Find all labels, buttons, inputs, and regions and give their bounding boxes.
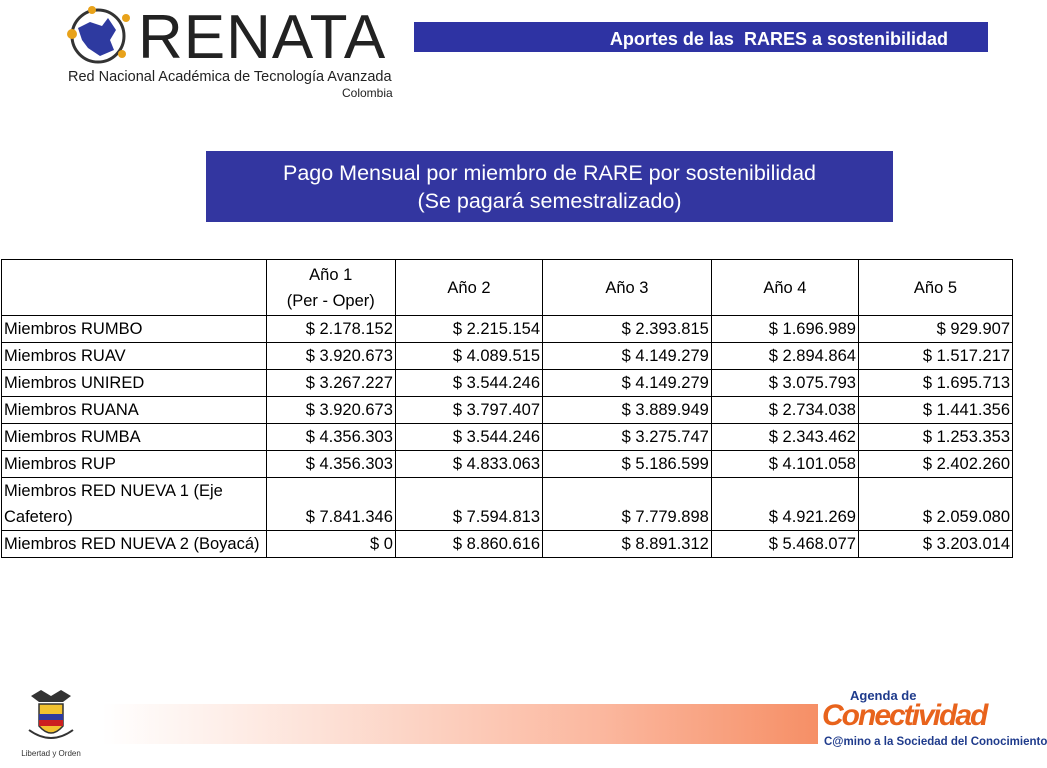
subtitle-line-1: Pago Mensual por miembro de RARE por sostenibilidad (283, 161, 816, 185)
value-cell-year-5: $ 1.253.353 (858, 424, 1012, 451)
logo-subtitle: Red Nacional Académica de Tecnología Avanzada (68, 69, 392, 85)
row-label: Miembros RUMBO (2, 316, 267, 343)
value-cell-year-1: $ 4.356.303 (266, 451, 395, 478)
value-cell-year-5: $ 3.203.014 (858, 531, 1012, 558)
logo-country: Colombia (342, 86, 393, 100)
value-cell-year-2: $ 3.797.407 (395, 397, 542, 424)
value-cell-year-4: $ 2.734.038 (711, 397, 858, 424)
header-cell-year-3: Año 3 (543, 260, 712, 316)
value-cell-year-2: $ 3.544.246 (395, 370, 542, 397)
value-cell-year-1: $ 3.920.673 (266, 397, 395, 424)
table-row (2, 478, 1013, 531)
value-cell-year-2: $ 3.544.246 (395, 424, 542, 451)
table-row (2, 531, 1013, 558)
value-cell-year-3: $ 5.186.599 (543, 451, 712, 478)
value-cell-year-3: $ 3.889.949 (543, 397, 712, 424)
table-row (2, 343, 1013, 370)
conectividad-slogan: C@mino a la Sociedad del Conocimiento (824, 736, 1047, 748)
value-cell-year-2: $ 2.215.154 (395, 316, 542, 343)
value-cell-year-1: $ 3.267.227 (266, 370, 395, 397)
value-cell-year-4: $ 1.696.989 (711, 316, 858, 343)
payments-table (1, 259, 1013, 558)
value-cell-year-5: $ 1.695.713 (858, 370, 1012, 397)
value-cell-year-5: $ 1.441.356 (858, 397, 1012, 424)
footer-gradient-bar (102, 704, 818, 744)
value-cell-year-5: $ 2.402.260 (858, 451, 1012, 478)
table-row (2, 370, 1013, 397)
value-cell-year-3: $ 4.149.279 (543, 370, 712, 397)
value-cell-year-4: $ 4.921.269 (711, 478, 858, 531)
header-cell-year-2: Año 2 (395, 260, 542, 316)
row-label: Miembros RUAV (2, 343, 267, 370)
value-cell-year-3: $ 8.891.312 (543, 531, 712, 558)
value-cell-year-4: $ 2.894.864 (711, 343, 858, 370)
header-cell-year-1 (266, 260, 395, 316)
table-header-row (2, 260, 1013, 316)
header-year-1-line-1: Año 1 (309, 265, 353, 284)
colombia-crest (18, 686, 84, 764)
header-year-1-line-2: (Per - Oper) (286, 291, 375, 310)
table-body (2, 316, 1013, 558)
row-label: Miembros RED NUEVA 1 (Eje Cafetero) (2, 478, 267, 531)
value-cell-year-2: $ 4.089.515 (395, 343, 542, 370)
logo-wordmark: RENATA (138, 3, 387, 72)
slide-title: Aportes de las RARES a sostenibilidad (609, 29, 948, 49)
value-cell-year-5: $ 2.059.080 (858, 478, 1012, 531)
value-cell-year-2: $ 7.594.813 (395, 478, 542, 531)
value-cell-year-3: $ 2.393.815 (543, 316, 712, 343)
value-cell-year-5: $ 929.907 (858, 316, 1012, 343)
row-label: Miembros RUMBA (2, 424, 267, 451)
value-cell-year-1: $ 2.178.152 (266, 316, 395, 343)
header-band (414, 22, 988, 52)
value-cell-year-4: $ 3.075.793 (711, 370, 858, 397)
value-cell-year-3: $ 7.779.898 (543, 478, 712, 531)
row-label: Miembros UNIRED (2, 370, 267, 397)
value-cell-year-2: $ 8.860.616 (395, 531, 542, 558)
coat-of-arms-icon (21, 686, 81, 748)
header-cell-empty (2, 260, 267, 316)
agenda-conectividad-logo (822, 686, 1047, 756)
value-cell-year-3: $ 4.149.279 (543, 343, 712, 370)
value-cell-year-4: $ 4.101.058 (711, 451, 858, 478)
table-row (2, 451, 1013, 478)
value-cell-year-1: $ 3.920.673 (266, 343, 395, 370)
value-cell-year-2: $ 4.833.063 (395, 451, 542, 478)
header-cell-year-5: Año 5 (858, 260, 1012, 316)
row-label: Miembros RUANA (2, 397, 267, 424)
conectividad-top-text: Agenda de (850, 688, 917, 703)
table-row (2, 316, 1013, 343)
row-label: Miembros RED NUEVA 2 (Boyacá) (2, 531, 267, 558)
header-cell-year-4: Año 4 (711, 260, 858, 316)
value-cell-year-4: $ 2.343.462 (711, 424, 858, 451)
subtitle-box (206, 151, 893, 222)
renata-logo (60, 0, 405, 104)
table-row (2, 397, 1013, 424)
value-cell-year-1: $ 7.841.346 (266, 478, 395, 531)
value-cell-year-1: $ 4.356.303 (266, 424, 395, 451)
conectividad-wordmark: Conectividad (822, 699, 987, 732)
table-row (2, 424, 1013, 451)
row-label: Miembros RUP (2, 451, 267, 478)
value-cell-year-1: $ 0 (266, 531, 395, 558)
crest-label: Libertad y Orden (21, 749, 81, 758)
renata-globe-icon (64, 4, 136, 68)
value-cell-year-4: $ 5.468.077 (711, 531, 858, 558)
value-cell-year-5: $ 1.517.217 (858, 343, 1012, 370)
value-cell-year-3: $ 3.275.747 (543, 424, 712, 451)
subtitle-line-2: (Se pagará semestralizado) (417, 189, 682, 213)
